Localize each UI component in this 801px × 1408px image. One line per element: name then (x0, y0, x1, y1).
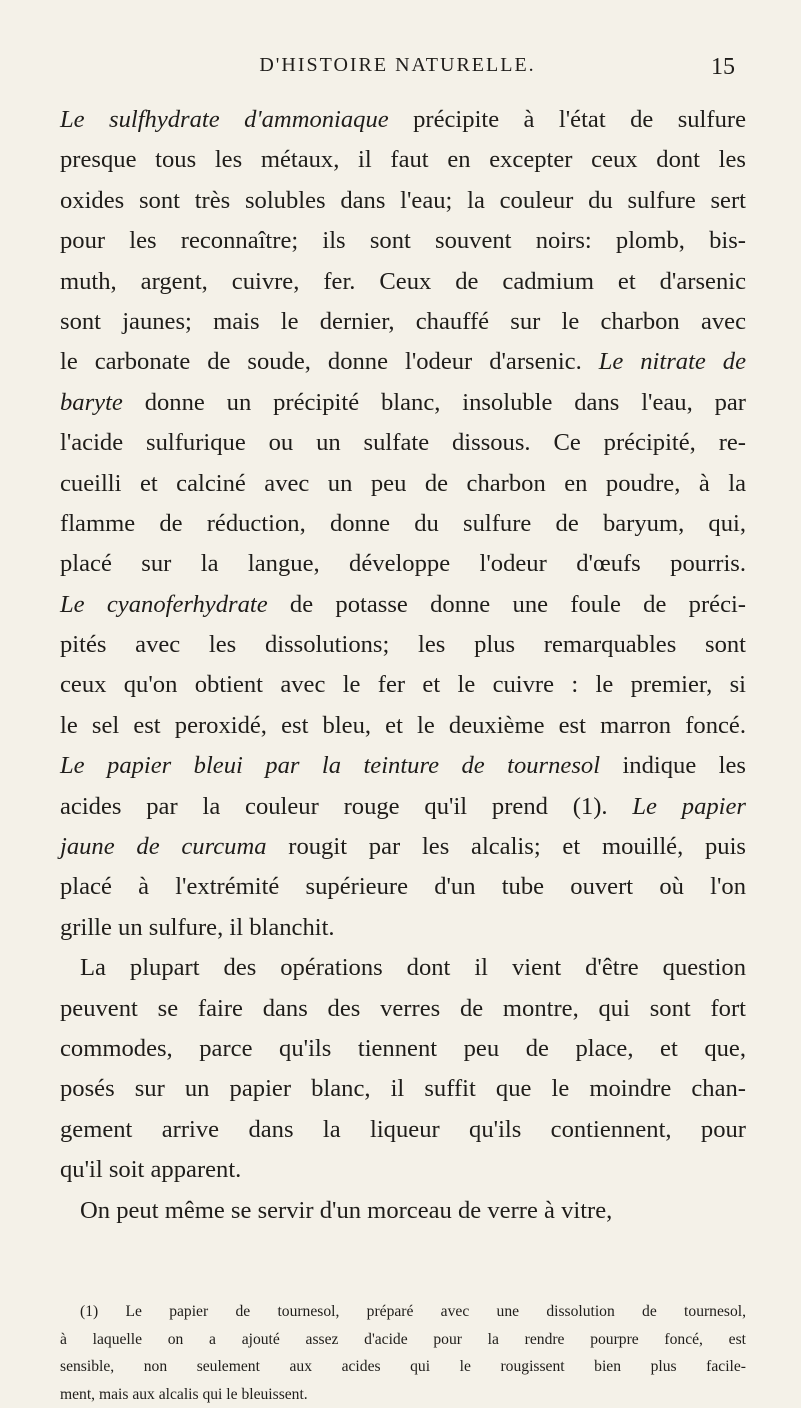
text-run: cueilli et calciné avec un peu de charbon en poudre, à la (60, 469, 746, 497)
running-title: D'HISTOIRE NATURELLE. (259, 54, 536, 76)
text-line (60, 706, 746, 746)
text-run: placé à l'extrémité supérieure d'un tube ouvert où l'on (60, 873, 746, 901)
text-line (60, 100, 746, 140)
text-run: précipite à l'état de sulfure (388, 106, 746, 133)
text-line (60, 1029, 746, 1069)
text-run: sont jaunes; mais le dernier, chauffé sur le charbon avec (60, 307, 746, 335)
text-run: qu'il soit apparent. (60, 1156, 242, 1184)
text-line (60, 464, 746, 504)
text-run: presque tous les métaux, il faut en excepter ceux dont les (60, 146, 746, 174)
text-line (60, 625, 746, 665)
text-run: de potasse donne une foule de préci- (267, 590, 747, 618)
text-run: pour les reconnaître; ils sont souvent noirs: plomb, bis- (60, 227, 746, 255)
italic-term: jaune de curcuma (60, 833, 267, 861)
footnote-line: sensible, non seulement aux acides qui le rougissent bien plus facile- (60, 1358, 746, 1376)
text-line (60, 665, 746, 705)
text-line (60, 1110, 746, 1150)
text-line (60, 423, 746, 463)
text-run: le carbonate de soude, donne l'odeur d'arsenic. (60, 348, 599, 376)
footnote-line: (1) Le papier de tournesol, préparé avec une dissolution de tournesol, (80, 1303, 746, 1320)
text-run: grille un sulfure, il blanchit. (60, 913, 335, 941)
text-run: peuvent se faire dans des verres de montre, qui sont fort (60, 994, 746, 1022)
text-line (60, 989, 746, 1029)
text-run: muth, argent, cuivre, fer. Ceux de cadmium et d'arsenic (60, 267, 746, 295)
italic-term: baryte (60, 388, 123, 416)
text-run: flamme de réduction, donne du sulfure de baryum, qui, (60, 509, 746, 537)
text-run: placé sur la langue, développe l'odeur d'œufs pourris. (60, 550, 746, 578)
text-line (60, 1069, 746, 1109)
text-line (60, 948, 746, 988)
text-line (60, 544, 746, 584)
text-line (60, 221, 746, 261)
italic-term: Le nitrate de (598, 348, 746, 376)
running-head (60, 54, 735, 94)
text-line (60, 302, 746, 342)
text-line (60, 181, 746, 221)
text-run: posés sur un papier blanc, il suffit que le moindre chan- (60, 1075, 746, 1103)
text-line (60, 383, 746, 423)
text-run: rougit par les alcalis; et mouillé, puis (266, 833, 746, 861)
text-line (60, 140, 746, 180)
text-line (60, 867, 746, 907)
text-run: commodes, parce qu'ils tiennent peu de place, et que, (60, 1034, 746, 1062)
text-run: donne un précipité blanc, insoluble dans l'eau, par (122, 388, 746, 416)
text-line (60, 746, 746, 786)
text-run: l'acide sulfurique ou un sulfate dissous. Ce précipité, re- (60, 429, 746, 457)
footnote (60, 1298, 746, 1408)
page-number: 15 (711, 54, 735, 80)
footnote-line: ment, mais aux alcalis qui le bleuissent. (60, 1385, 308, 1403)
text-run: pités avec les dissolutions; les plus remarquables sont (60, 631, 746, 659)
text-run: indique les (600, 752, 746, 780)
body-text (60, 100, 746, 1231)
text-line (60, 787, 746, 827)
text-run: oxides sont très solubles dans l'eau; la couleur du sulfure sert (60, 186, 746, 214)
text-run: On peut même se servir d'un morceau de verre à vitre, (80, 1196, 613, 1224)
text-line (60, 908, 746, 948)
text-line (60, 827, 746, 867)
text-line (60, 1191, 746, 1231)
text-line (60, 585, 746, 625)
text-run: gement arrive dans la liqueur qu'ils contiennent, pour (60, 1115, 746, 1143)
text-run: ceux qu'on obtient avec le fer et le cuivre : le premier, si (60, 671, 746, 699)
text-line (60, 342, 746, 382)
italic-term: Le sulfhydrate d'ammoniaque (60, 106, 389, 133)
text-line (60, 262, 746, 302)
footnote-line: à laquelle on a ajouté assez d'acide pour la rendre pourpre foncé, est (60, 1330, 746, 1348)
text-line (60, 504, 746, 544)
italic-term: Le papier (632, 792, 746, 820)
italic-term: Le cyanoferhydrate (60, 590, 268, 618)
text-run: acides par la couleur rouge qu'il prend (1). (60, 792, 633, 820)
text-run: La plupart des opérations dont il vient d'être question (80, 954, 746, 982)
italic-term: Le papier bleui par la teinture de tournesol (60, 752, 601, 780)
text-run: le sel est peroxidé, est bleu, et le deuxième est marron foncé. (60, 711, 746, 739)
text-line (60, 1150, 746, 1190)
